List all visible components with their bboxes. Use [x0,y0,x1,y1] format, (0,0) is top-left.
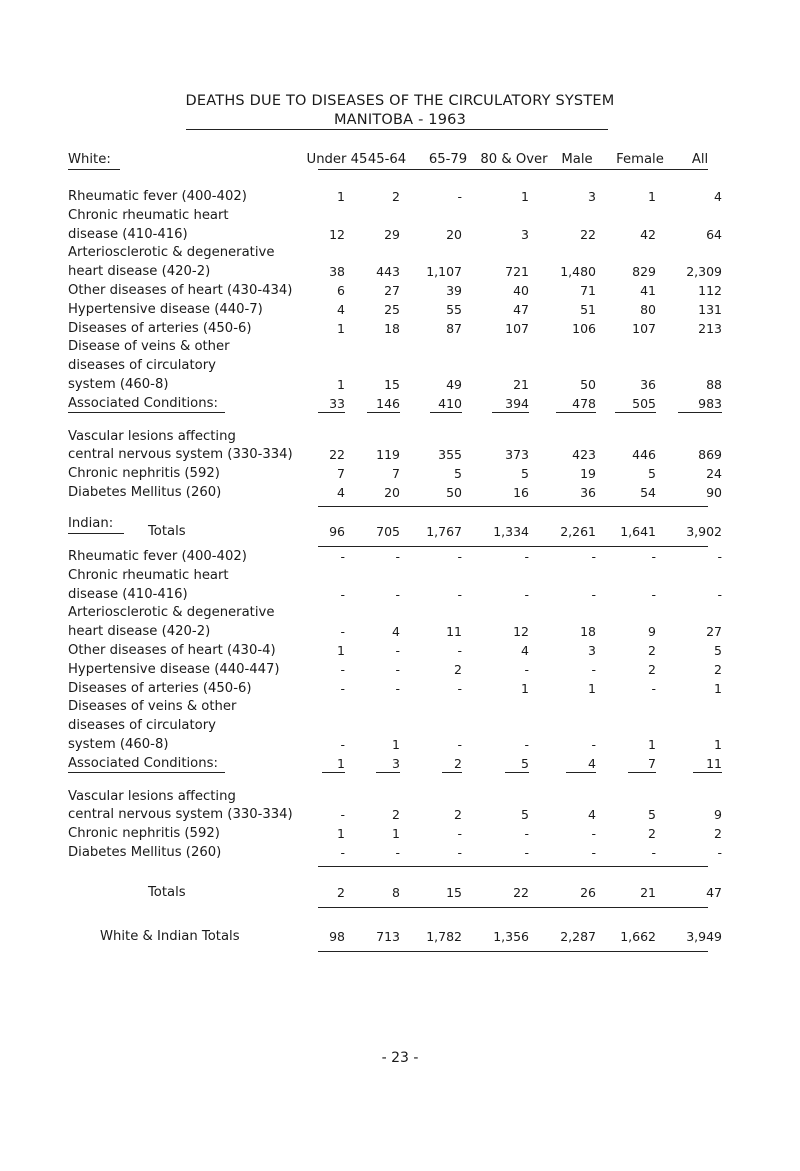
totals-cell: 26 [580,885,596,900]
table-cell: 5 [454,466,462,482]
row-label: Diseases of arteries (450-6) [68,320,252,336]
section-label-indian: Indian: [68,516,114,531]
subtotal-underline [628,772,656,773]
table-cell: - [591,661,596,677]
table-cell: - [395,661,400,677]
subtotal-underline [367,412,400,413]
row-label: Disease of veins & other [68,339,230,355]
table-cell: 6 [337,283,345,298]
table-cell: - [395,549,400,564]
table-cell: 1 [521,680,529,696]
row-label: Rheumatic fever (400-402) [68,549,247,564]
table-cell: 1 [648,737,656,752]
table-cell: 146 [376,395,400,411]
table-cell: 112 [698,283,722,298]
totals-rule-bottom [318,546,708,547]
table-cell: - [395,586,400,602]
row-label: Chronic nephritis (592) [68,466,220,482]
table-cell: 50 [446,485,462,500]
table-cell: 2 [714,661,722,677]
row-label: heart disease (420-2) [68,624,211,640]
row-label: central nervous system (330-334) [68,447,293,463]
totals-rule-bottom [318,907,708,908]
table-cell: 54 [640,485,656,500]
table-cell: - [340,807,345,823]
grand-totals-cell: 1,356 [493,929,529,944]
totals-cell: 21 [640,885,656,900]
row-label: Other diseases of heart (430-434) [68,283,293,298]
table-cell: - [457,643,462,658]
table-cell: 2 [454,755,462,771]
table-cell: 19 [580,466,596,482]
table-cell: 9 [714,807,722,823]
table-cell: 446 [632,447,656,463]
row-label: Diseases of veins & other [68,699,237,715]
totals-rule-top [318,506,708,507]
row-label: Chronic rheumatic heart [68,567,229,583]
row-label: diseases of circulatory [68,358,216,374]
row-label: system (460-8) [68,737,169,752]
row-label: central nervous system (330-334) [68,807,293,823]
table-cell: 22 [329,447,345,463]
table-cell: 2,309 [686,264,722,280]
table-cell: 1 [392,826,400,842]
totals-label: Totals [148,885,186,900]
table-cell: - [457,845,462,860]
table-cell: 478 [572,395,596,411]
table-cell: 3 [588,189,596,204]
subtotal-underline [492,412,529,413]
table-cell: 21 [513,377,529,392]
table-cell: 1 [588,680,596,696]
table-cell: 1 [337,755,345,771]
subtotal-underline [430,412,462,413]
totals-cell: 22 [513,885,529,900]
column-header: Female [616,152,664,167]
row-label: disease (410-416) [68,586,188,602]
table-cell: 55 [446,301,462,317]
table-cell: 33 [329,395,345,411]
totals-label: Totals [148,524,186,539]
page-title: DEATHS DUE TO DISEASES OF THE CIRCULATORY SYSTEM [185,93,615,109]
table-cell: 1 [337,189,345,204]
table-cell: 213 [698,320,722,336]
subtotal-underline [322,772,345,773]
table-cell: 1 [714,737,722,752]
grand-totals-cell: 713 [376,929,400,944]
table-cell: 1,480 [560,264,596,280]
row-label: system (460-8) [68,377,169,392]
table-cell: 1 [648,189,656,204]
table-cell: 42 [640,226,656,242]
table-cell: 983 [698,395,722,411]
table-cell: - [651,549,656,564]
table-cell: 2 [454,661,462,677]
subtotal-underline [678,412,722,413]
table-cell: 29 [384,226,400,242]
row-label: Chronic nephritis (592) [68,826,220,842]
table-cell: - [524,586,529,602]
row-label: Diabetes Mellitus (260) [68,485,222,500]
table-cell: 2 [648,661,656,677]
table-cell: 20 [384,485,400,500]
column-header: Male [561,152,593,167]
table-cell: - [457,549,462,564]
table-cell: 11 [706,755,722,771]
table-cell: - [591,549,596,564]
table-cell: - [591,826,596,842]
row-label: Arteriosclerotic & degenerative [68,605,275,621]
table-cell: - [524,845,529,860]
table-cell: - [340,586,345,602]
table-cell: - [524,826,529,842]
column-header: Under 45 [306,152,368,167]
table-cell: 2 [648,643,656,658]
subtotal-underline [318,412,345,413]
table-cell: 36 [580,485,596,500]
table-cell: 1 [337,826,345,842]
section-label-white: White: [68,152,111,167]
table-cell: - [395,845,400,860]
table-cell: - [457,586,462,602]
table-cell: 3 [588,643,596,658]
table-cell: 27 [384,283,400,298]
table-cell: 1 [521,189,529,204]
grand-totals-label: White & Indian Totals [100,929,240,944]
table-cell: 4 [714,189,722,204]
row-label: Associated Conditions: [68,755,218,771]
page-number: - 23 - [381,1050,419,1066]
table-cell: 20 [446,226,462,242]
totals-cell: 2,261 [560,524,596,539]
table-cell: - [651,845,656,860]
subtotal-underline [693,772,722,773]
table-cell: - [457,680,462,696]
column-header: 45-64 [367,152,407,167]
column-header: 80 & Over [480,152,548,167]
table-cell: 40 [513,283,529,298]
totals-cell: 8 [392,885,400,900]
table-cell: 27 [706,624,722,640]
table-cell: 505 [632,395,656,411]
table-cell: 4 [337,485,345,500]
table-cell: 39 [446,283,462,298]
table-cell: 38 [329,264,345,280]
table-cell: - [717,586,722,602]
table-cell: 2 [454,807,462,823]
totals-cell: 2 [337,885,345,900]
table-cell: 1 [337,377,345,392]
table-cell: 131 [698,301,722,317]
associated-conditions-underline [68,412,225,413]
table-cell: 71 [580,283,596,298]
table-cell: 423 [572,447,596,463]
associated-conditions-underline [68,772,225,773]
table-cell: 355 [438,447,462,463]
row-label: diseases of circulatory [68,718,216,734]
table-cell: - [524,737,529,752]
table-cell: 2 [392,807,400,823]
table-cell: 4 [337,301,345,317]
table-cell: 4 [521,643,529,658]
table-cell: 80 [640,301,656,317]
table-cell: 4 [588,755,596,771]
table-cell: 3 [392,755,400,771]
table-cell: - [395,643,400,658]
table-cell: 2 [392,189,400,204]
totals-rule-top [318,866,708,867]
page-subtitle: MANITOBA - 1963 [333,112,467,128]
table-cell: 5 [521,466,529,482]
table-cell: 5 [521,807,529,823]
table-cell: - [717,845,722,860]
table-cell: - [340,680,345,696]
table-cell: - [651,586,656,602]
section-label-underline [68,533,124,534]
title-underline [186,129,608,130]
table-cell: - [717,549,722,564]
table-cell: - [457,189,462,204]
table-cell: 18 [580,624,596,640]
table-cell: 1 [337,643,345,658]
totals-cell: 1,334 [493,524,529,539]
table-cell: - [651,680,656,696]
table-cell: 5 [521,755,529,771]
row-label: Diabetes Mellitus (260) [68,845,222,860]
table-cell: 11 [446,624,462,640]
table-cell: 4 [392,624,400,640]
table-cell: 87 [446,320,462,336]
table-cell: 373 [505,447,529,463]
grand-totals-cell: 2,287 [560,929,596,944]
table-cell: 5 [648,807,656,823]
table-cell: 3 [521,226,529,242]
row-label: heart disease (420-2) [68,264,211,280]
table-cell: 50 [580,377,596,392]
table-cell: 1 [337,320,345,336]
table-cell: - [340,845,345,860]
row-label: Hypertensive disease (440-447) [68,661,280,677]
grand-totals-cell: 3,949 [686,929,722,944]
table-cell: 22 [580,226,596,242]
table-cell: 90 [706,485,722,500]
table-cell: 15 [384,377,400,392]
column-header: All [691,152,709,167]
table-cell: 5 [648,466,656,482]
totals-cell: 1,641 [620,524,656,539]
table-cell: 829 [632,264,656,280]
table-cell: - [340,737,345,752]
totals-cell: 705 [376,524,400,539]
totals-cell: 3,902 [686,524,722,539]
table-cell: 49 [446,377,462,392]
row-label: Hypertensive disease (440-7) [68,301,263,317]
row-label: disease (410-416) [68,226,188,242]
grand-totals-rule [318,951,708,952]
totals-cell: 47 [706,885,722,900]
table-cell: - [591,737,596,752]
row-label: Vascular lesions affecting [68,788,236,804]
table-cell: 7 [392,466,400,482]
table-cell: - [591,845,596,860]
subtotal-underline [556,412,596,413]
totals-cell: 15 [446,885,462,900]
table-cell: - [340,661,345,677]
table-cell: 12 [329,226,345,242]
row-label: Arteriosclerotic & degenerative [68,245,275,261]
table-cell: 1,107 [426,264,462,280]
table-cell: 2 [714,826,722,842]
subtotal-underline [376,772,400,773]
table-cell: 106 [572,320,596,336]
table-cell: 107 [505,320,529,336]
subtotal-underline [442,772,462,773]
grand-totals-cell: 1,662 [620,929,656,944]
table-cell: 410 [438,395,462,411]
totals-cell: 1,767 [426,524,462,539]
table-cell: - [591,586,596,602]
grand-totals-cell: 98 [329,929,345,944]
table-cell: - [395,680,400,696]
subtotal-underline [566,772,596,773]
table-cell: 1 [392,737,400,752]
table-cell: 18 [384,320,400,336]
grand-totals-cell: 1,782 [426,929,462,944]
row-label: Rheumatic fever (400-402) [68,189,247,204]
table-cell: 47 [513,301,529,317]
row-label: Other diseases of heart (430-4) [68,643,276,658]
table-cell: 721 [505,264,529,280]
table-cell: 41 [640,283,656,298]
table-cell: 64 [706,226,722,242]
table-cell: 51 [580,301,596,317]
subtotal-underline [505,772,529,773]
table-cell: 16 [513,485,529,500]
totals-cell: 96 [329,524,345,539]
table-cell: - [524,661,529,677]
table-cell: 394 [505,395,529,411]
subtotal-underline [615,412,656,413]
table-cell: 36 [640,377,656,392]
table-cell: 25 [384,301,400,317]
table-cell: 9 [648,624,656,640]
table-cell: 4 [588,807,596,823]
table-cell: 24 [706,466,722,482]
table-cell: 119 [376,447,400,463]
table-cell: 443 [376,264,400,280]
table-cell: 7 [337,466,345,482]
row-label: Diseases of arteries (450-6) [68,680,252,696]
column-header: 65-79 [428,152,468,167]
table-cell: 107 [632,320,656,336]
table-cell: 869 [698,447,722,463]
table-cell: - [457,826,462,842]
table-cell: 1 [714,680,722,696]
table-cell: 88 [706,377,722,392]
row-label: Associated Conditions: [68,395,218,411]
row-label: Chronic rheumatic heart [68,207,229,223]
table-cell: - [340,624,345,640]
table-cell: 5 [714,643,722,658]
table-cell: 2 [648,826,656,842]
row-label: Vascular lesions affecting [68,428,236,444]
header-underline [318,169,708,170]
table-cell: - [457,737,462,752]
table-cell: - [340,549,345,564]
table-cell: - [524,549,529,564]
table-cell: 12 [513,624,529,640]
section-label-underline [68,169,120,170]
table-cell: 7 [648,755,656,771]
